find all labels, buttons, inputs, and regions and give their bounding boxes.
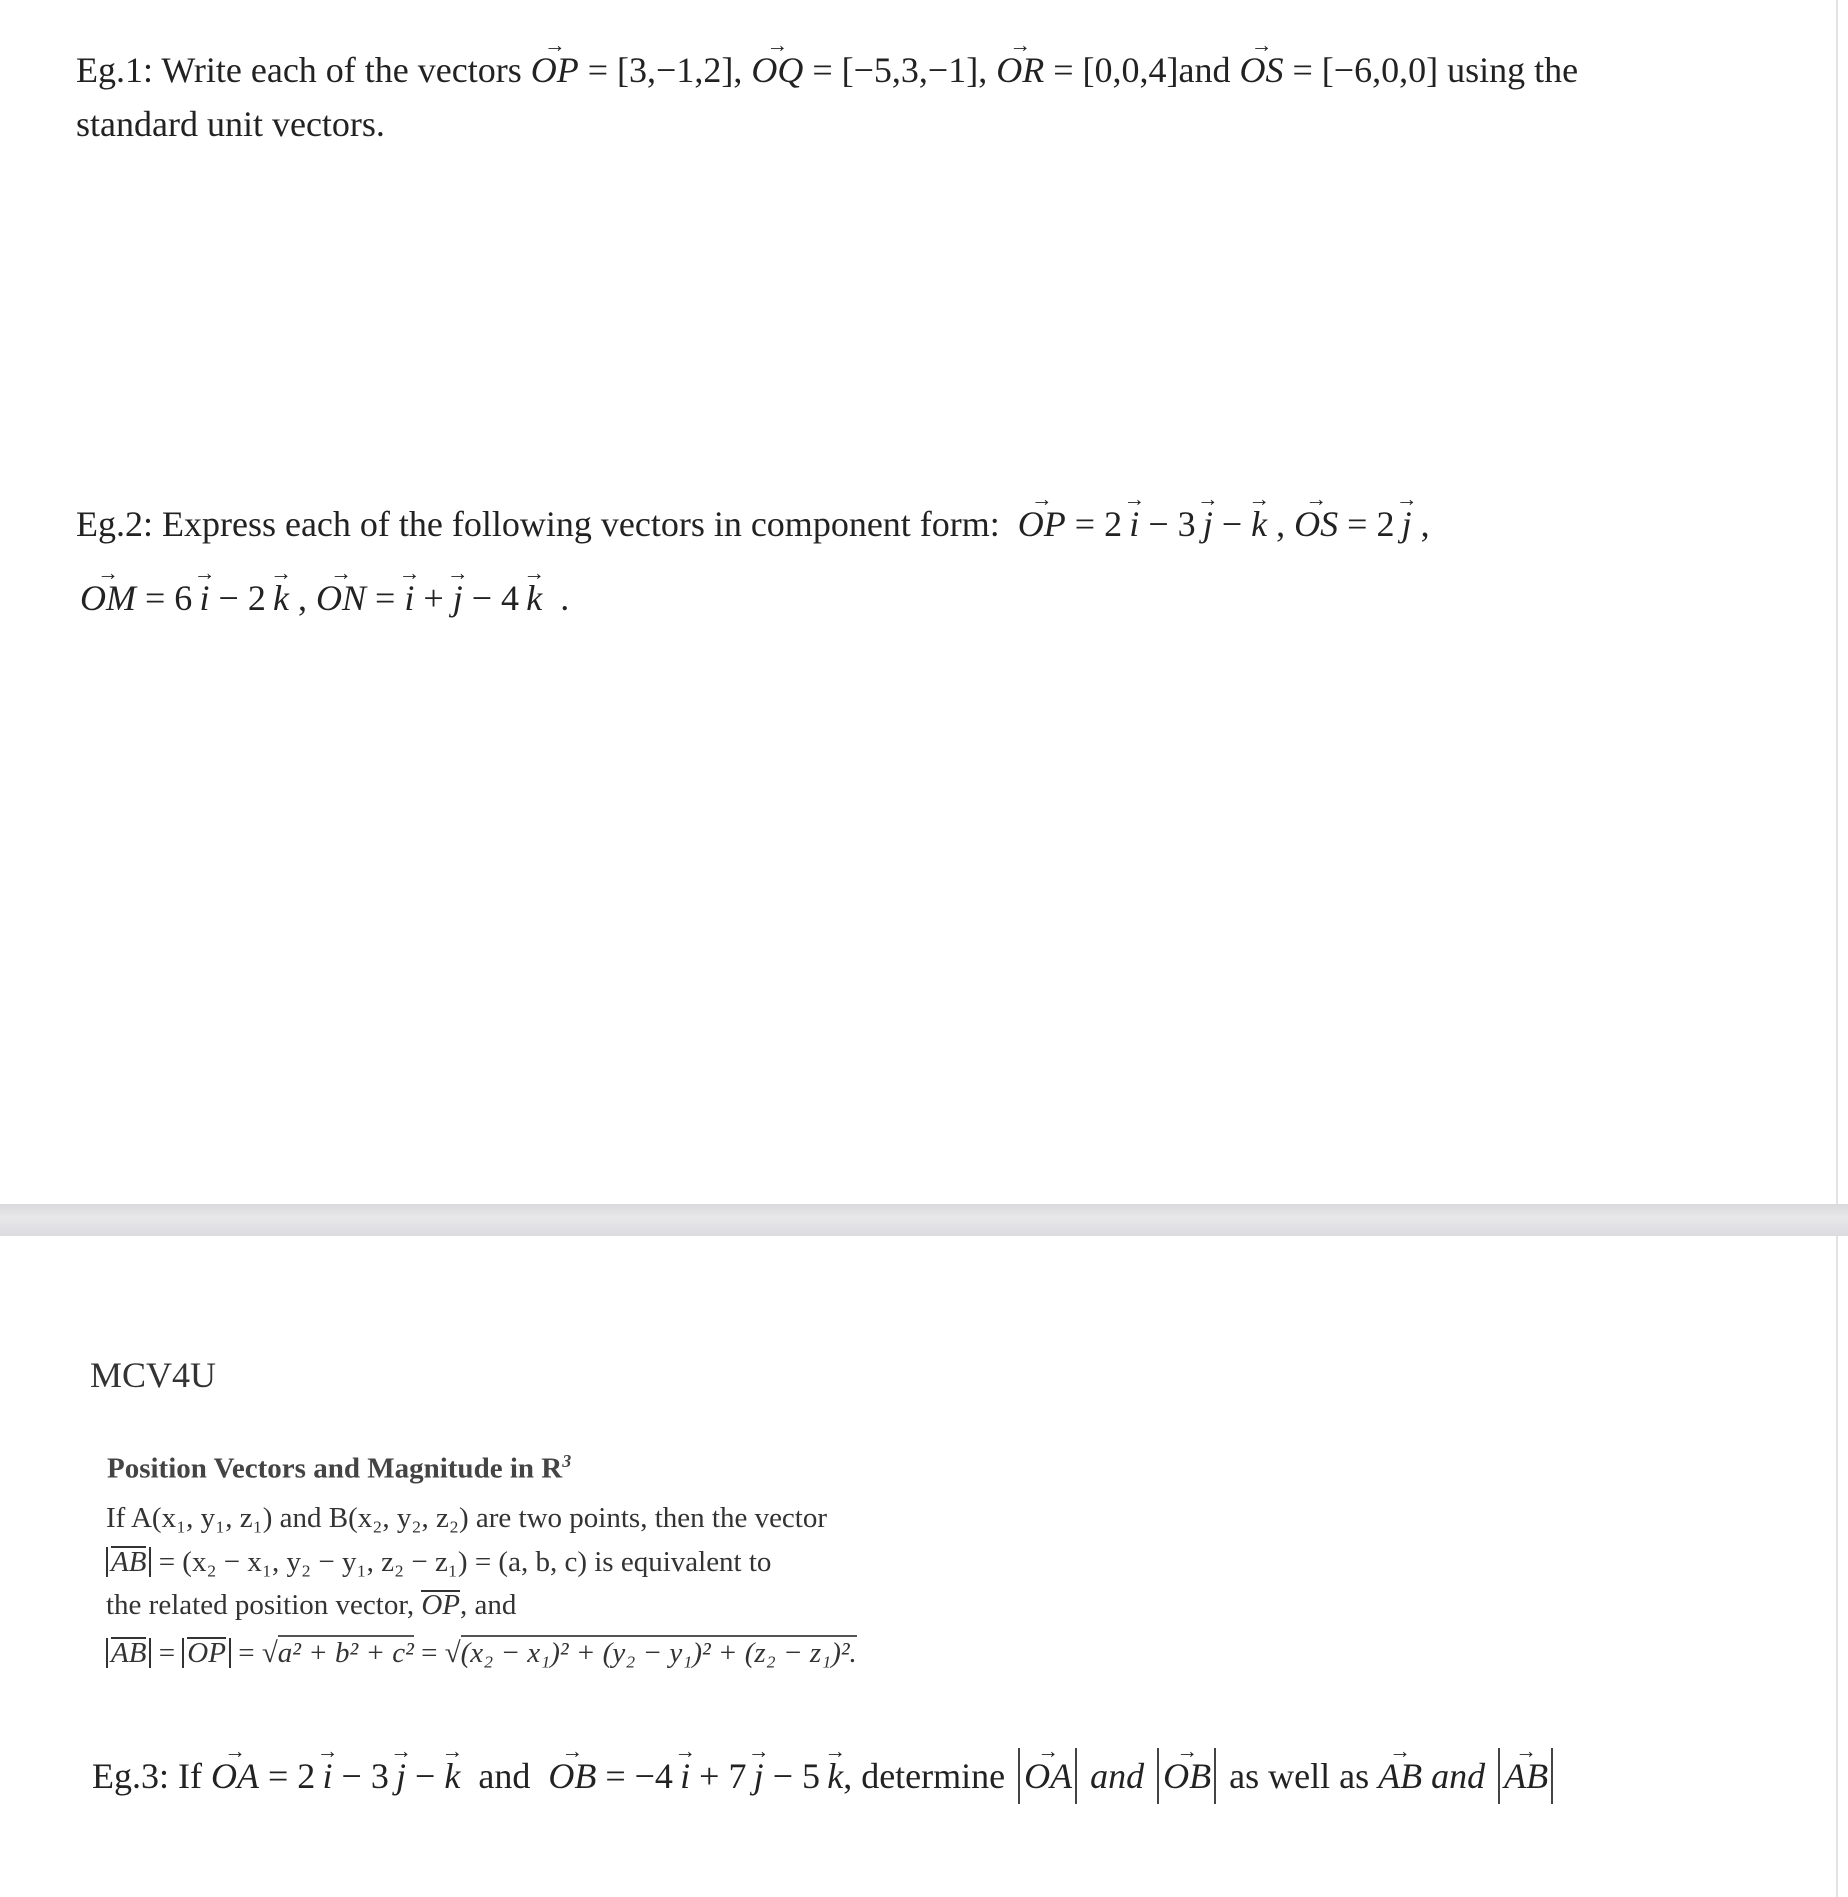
formula-ab: AB — [111, 1637, 147, 1669]
eg2-on-vector: → ON — [316, 580, 366, 616]
formula-equals-3: = — [421, 1637, 438, 1669]
section-heading — [107, 1452, 571, 1484]
eg1-tail: using the — [1447, 50, 1579, 90]
section-heading-sup: 3 — [562, 1451, 572, 1471]
course-code: MCV4U — [90, 1355, 217, 1395]
eg1-intro: Write each of the vectors — [161, 50, 522, 90]
eg2-op-vector: → OP — [1018, 506, 1066, 542]
eg3-label: Eg.3: — [92, 1756, 169, 1796]
eg3-ab-magnitude: → AB — [1504, 1758, 1548, 1794]
definition-line2-rest: = (x₂ − x₁, y₂ − y₁, z₂ − z₁) = (a, b, c) is equivalent to — [158, 1546, 772, 1578]
definition-line1: If A(x₁, y₁, z₁) and B(x₂, y₂, z₂) are two points, then the vector — [106, 1502, 828, 1534]
eg1-label: Eg.1: — [76, 50, 153, 90]
section-heading-text: Position Vectors and Magnitude in R — [107, 1452, 563, 1485]
eg1-os-value: = [−6,0,0] — [1292, 50, 1439, 90]
eg3-ob-vector: → OB — [548, 1758, 596, 1794]
formula-equals-1: = — [158, 1637, 176, 1669]
formula-equals-2: = — [238, 1637, 255, 1669]
eg3-oa-magnitude: → OA — [1024, 1758, 1072, 1794]
eg3-if: If — [178, 1756, 202, 1796]
eg2-label: Eg.2: — [76, 504, 153, 544]
eg2-os-vector: → OS — [1294, 506, 1338, 542]
eg2-line1: Eg.2: Express each of the following vectors in component form: → OP = 2 → i − 3 → j − → k , → OS = 2 → j , — [76, 506, 1430, 542]
eg3-and-2: and — [1090, 1756, 1145, 1796]
eg3-and-1: and — [478, 1756, 531, 1796]
definition-line3 — [106, 1591, 516, 1620]
definition-line2 — [106, 1547, 771, 1577]
ab-vector-bar: AB — [111, 1546, 147, 1578]
sqrt-sign-2: √ — [444, 1637, 461, 1669]
eg1-oq-vector: → OQ — [751, 52, 803, 88]
magnitude-formula — [106, 1635, 857, 1668]
eg3-as-well-as: as well as — [1229, 1756, 1370, 1796]
eg3-determine: , determine — [843, 1756, 1006, 1796]
page-separator — [0, 1204, 1848, 1236]
eg1-op-value: = [3,−1,2], — [587, 50, 743, 90]
op-vector-bar: OP — [421, 1589, 460, 1621]
formula-op: OP — [187, 1637, 226, 1669]
eg1-os-vector: → OS — [1239, 52, 1283, 88]
eg3-ab-vector: → AB — [1378, 1758, 1422, 1794]
sqrt-sign-1: √ — [261, 1637, 278, 1669]
eg1-line2: standard unit vectors. — [76, 104, 385, 144]
eg3-ob-magnitude: → OB — [1163, 1758, 1211, 1794]
eg1-line1 — [76, 52, 1578, 88]
eg1-and: and — [1178, 50, 1231, 90]
eg1-oq-value: = [−5,3,−1], — [812, 50, 988, 90]
eg3-line: Eg.3: If → OA = 2 → i − 3 → j − → k and → OB = −4 → i + 7 → j − 5 → k, determine → OA and → OB as well as → AB and → AB — [92, 1748, 1557, 1804]
eg2-line2: → OM = 6 → i − 2 → k , → ON = → i + → j − 4 → k . — [80, 580, 569, 616]
formula-sqrt-coords: (x₂ − x₁)² + (y₂ − y₁)² + (z₂ − z₁)². — [460, 1637, 857, 1669]
definition-line3-end: , and — [460, 1589, 517, 1621]
eg3-oa-vector: → OA — [211, 1758, 259, 1794]
eg1-op-vector: → OP — [531, 52, 579, 88]
definition-line3-start: the related position vector, — [106, 1589, 415, 1621]
eg2-intro: Express each of the following vectors in component form: — [162, 504, 1000, 544]
formula-sqrt-abc: a² + b² + c² — [277, 1637, 414, 1669]
eg1-or-vector: → OR — [996, 52, 1044, 88]
eg3-and-3: and — [1431, 1756, 1486, 1796]
page-two — [0, 1236, 1838, 1897]
eg1-or-value: = [0,0,4] — [1053, 50, 1179, 90]
eg2-om-vector: → OM — [80, 580, 136, 616]
